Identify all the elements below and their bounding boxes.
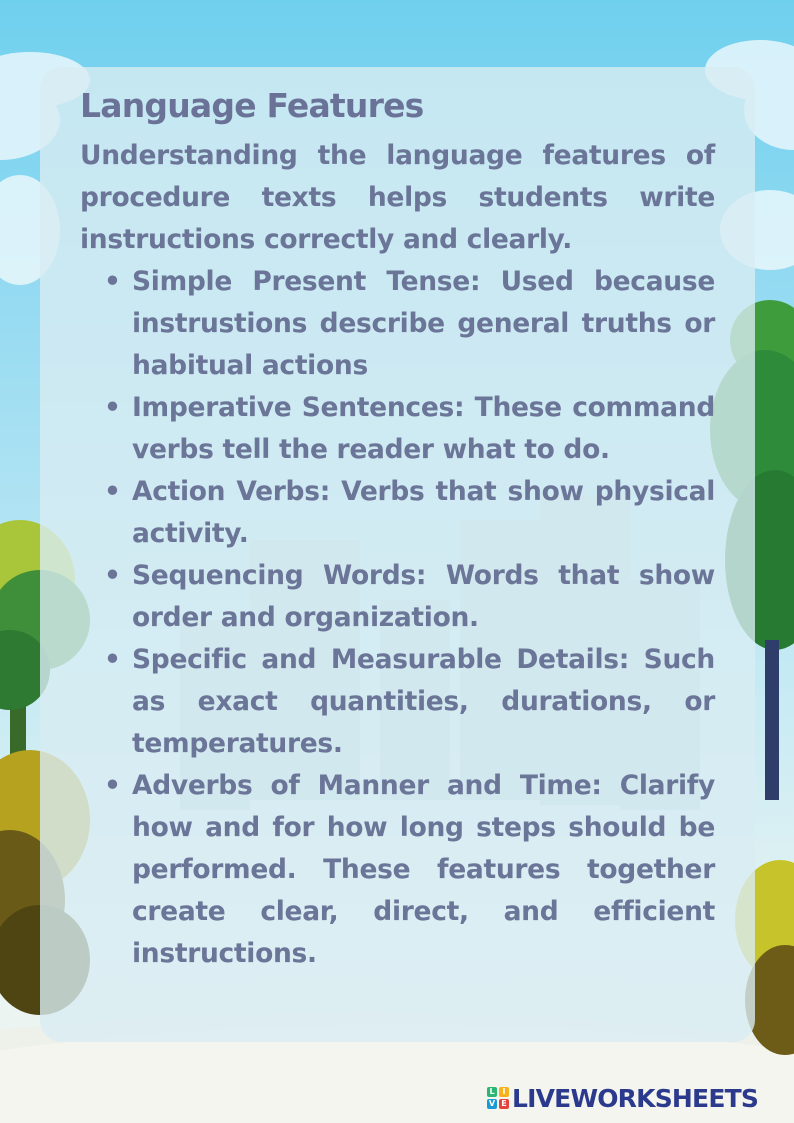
feature-item: • Action Verbs: Verbs that show physical activity. — [132, 471, 715, 555]
feature-item: • Imperative Sentences: These command verbs tell the reader what to do. — [132, 387, 715, 471]
feature-item: • Simple Present Tense: Used because instrustions describe general truths or habitual actions — [132, 261, 715, 387]
intro-paragraph: Understanding the language features of procedure texts helps students write instructions correctly and clearly. — [80, 140, 715, 255]
feature-item: • Adverbs of Manner and Time: Clarify how and for how long steps should be performed. These features together create clear, direct, and efficient instructions. — [132, 765, 715, 975]
feature-item: • Sequencing Words: Words that show order and organization. — [132, 555, 715, 639]
logo-letter-i: I — [499, 1087, 509, 1097]
logo-letter-l: L — [487, 1087, 497, 1097]
feature-item: • Specific and Measurable Details: Such as exact quantities, durations, or temperatures. — [132, 639, 715, 765]
page-title: Language Features — [80, 86, 424, 125]
logo-mark-icon — [487, 1087, 509, 1109]
logo-wordmark: LIVEWORKSHEETS — [512, 1083, 759, 1113]
logo-letter-e: E — [499, 1099, 509, 1109]
feature-list — [80, 261, 715, 975]
liveworksheets-logo[interactable] — [487, 1083, 758, 1113]
content-body — [80, 135, 715, 975]
logo-letter-v: V — [488, 1099, 496, 1108]
